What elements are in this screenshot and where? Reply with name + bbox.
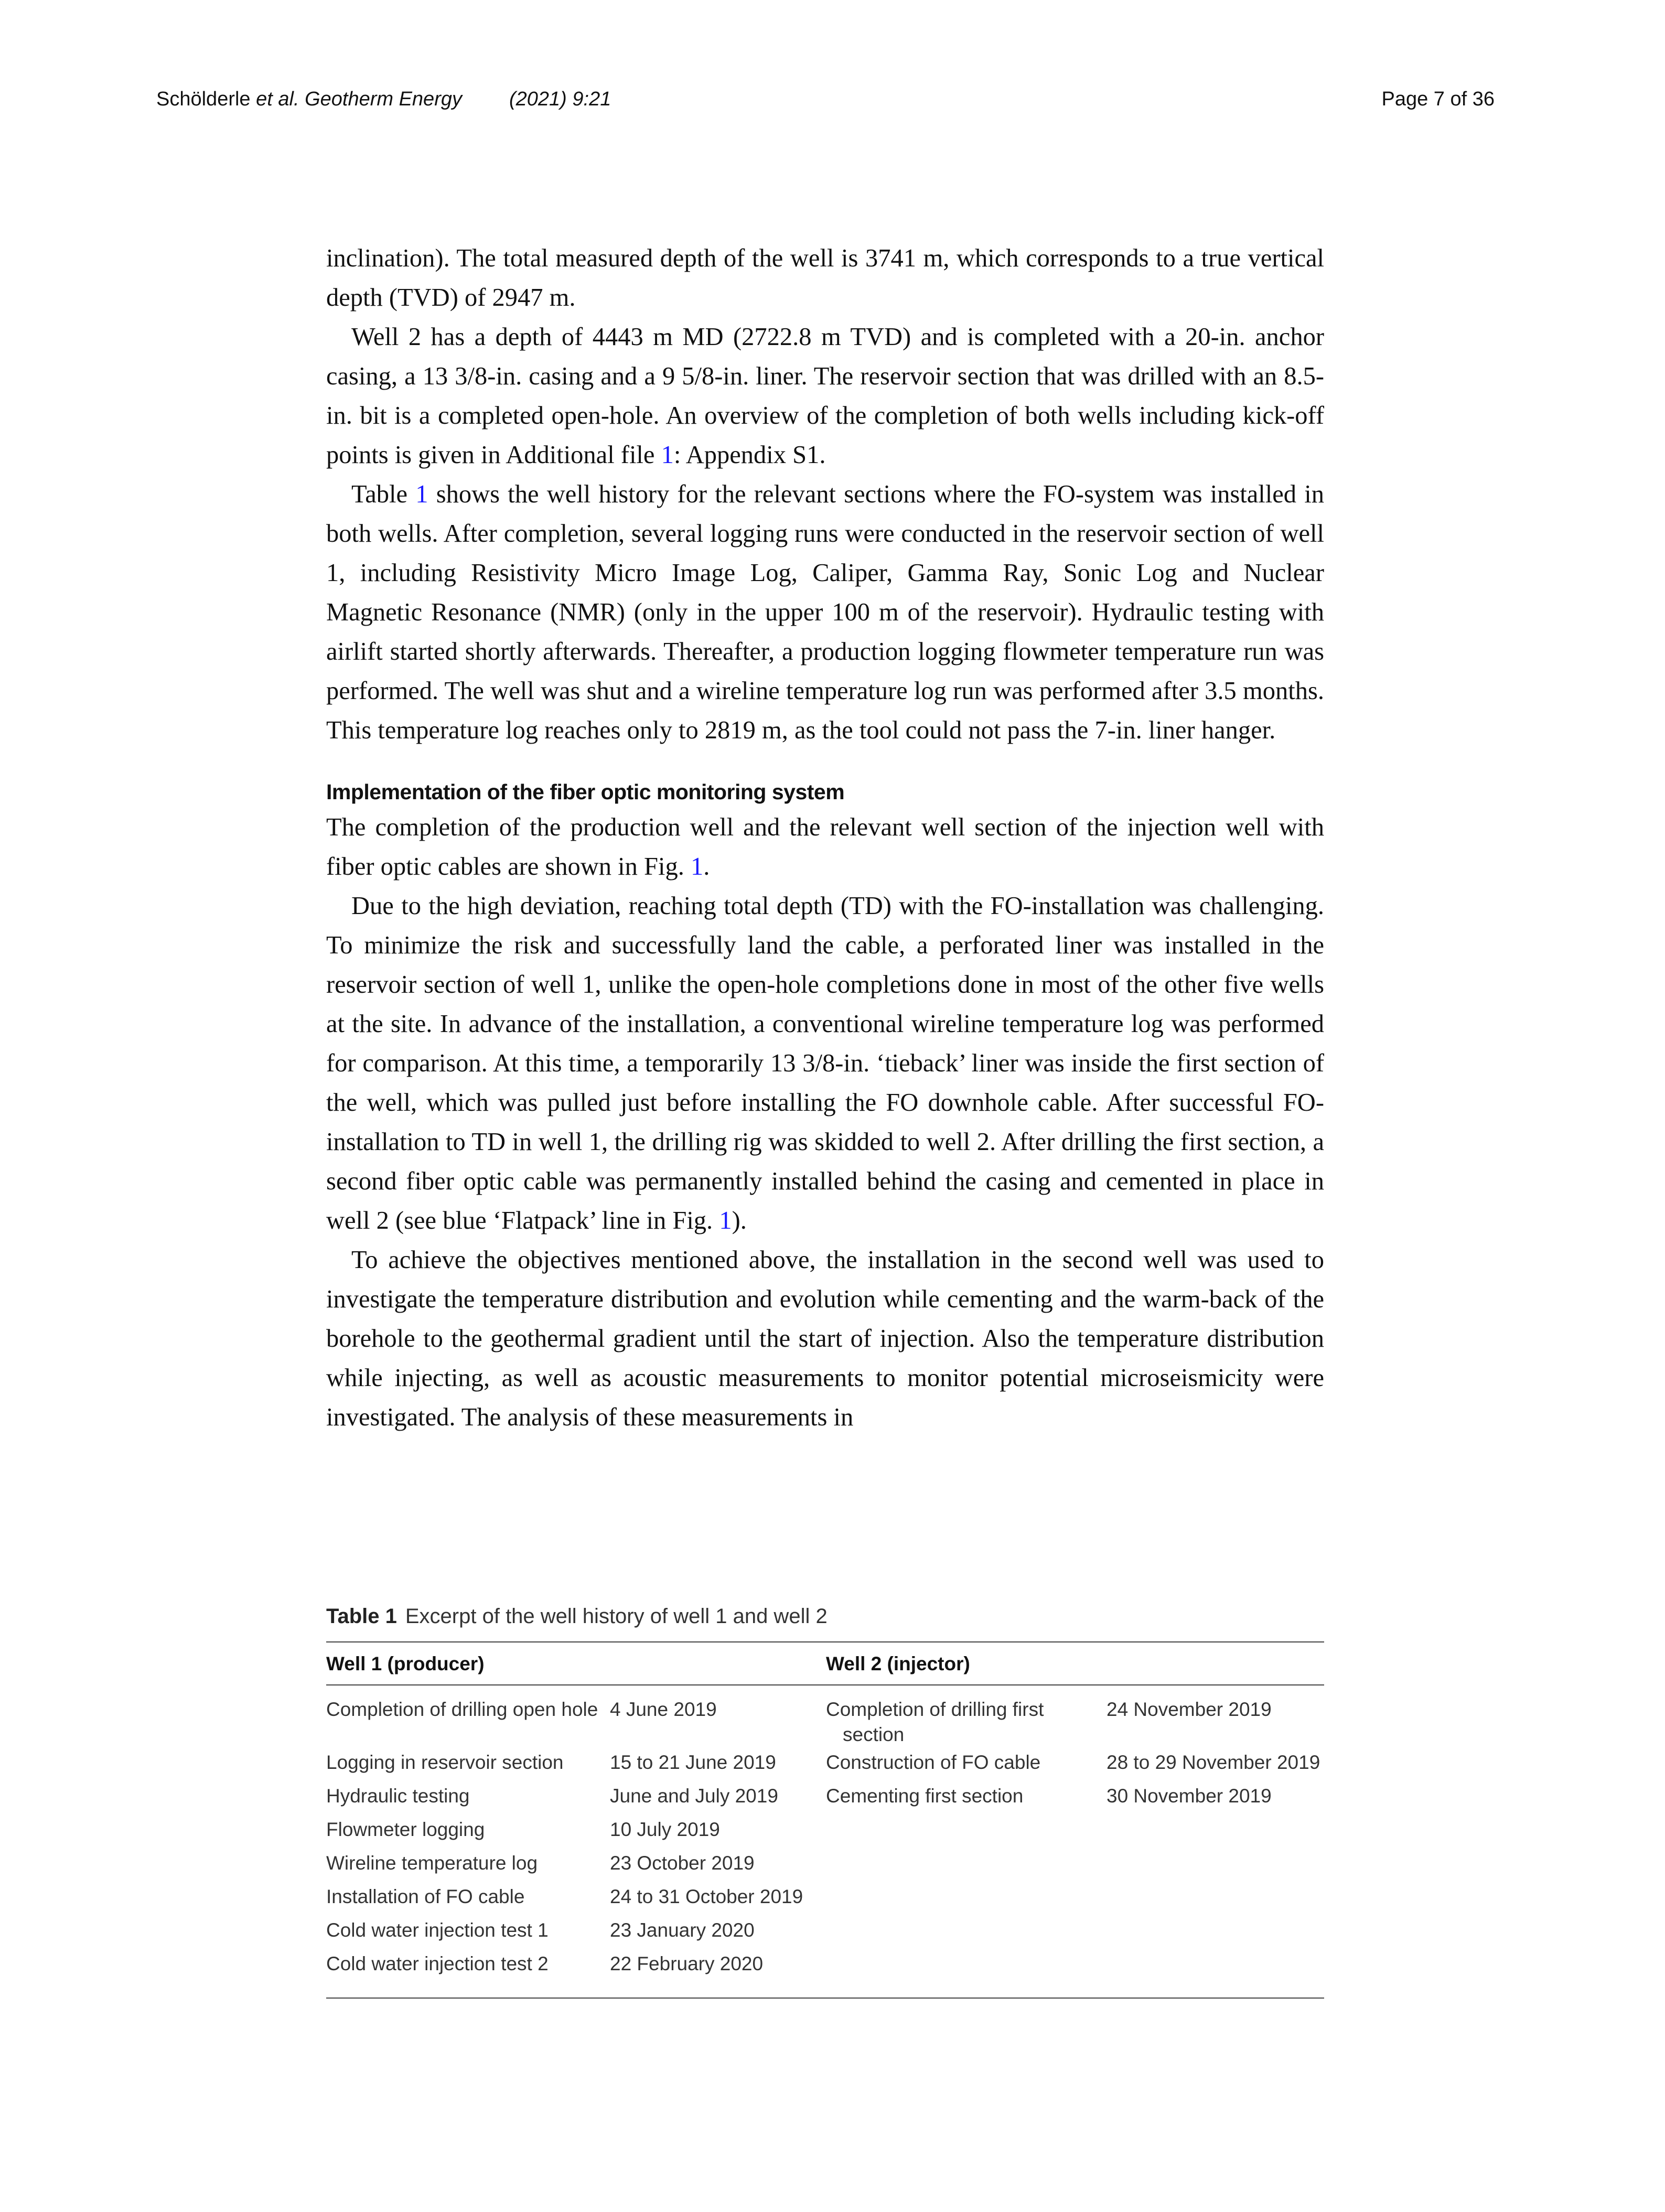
- table-row: [326, 1951, 1324, 1985]
- well-history-table: [326, 1599, 1324, 1999]
- paragraph-text: shows the well history for the relevant sections where the FO-system was installed in both wells. After completion, several logging runs were conducted in the reservoir section of well 1, including Resistivity Micro Image Log, Caliper, Gamma Ray, Sonic Log and Nuclear Magnetic Resonance (NMR) (only in the upper 100 m of the reservoir). Hydraulic testing with airlift started shortly afterwards. Thereafter, a production logging flowmeter temperature run was performed. The well was shut and a wireline temperature log run was performed after 3.5 months. This temperature log reaches only to 2819 m, as the tool could not pass the 7-in. liner hanger.: [326, 480, 1324, 744]
- date-well-1: 23 October 2019: [610, 1852, 755, 1874]
- date-well-2: 28 to 29 November 2019: [1107, 1752, 1320, 1773]
- table-bottom-rule: [326, 1998, 1324, 1999]
- date-well-2: 24 November 2019: [1107, 1699, 1272, 1720]
- paragraph: [326, 886, 1324, 1240]
- table-header-row: [326, 1642, 1324, 1684]
- authors: Schölderle: [156, 88, 256, 110]
- paragraph-text: Well 2 has a depth of 4443 m MD (2722.8 m TVD) and is completed with a 20-in. anchor casing, a 13 3/8-in. casing and a 9 5/8-in. liner. The reservoir section that was drilled with an 8.5-in. bit is a completed open-hole. An overview of the completion of both wells including kick-off points is given in Additional file: [326, 323, 1324, 469]
- table-caption-text: Excerpt of the well history of well 1 and well 2: [405, 1605, 828, 1628]
- date-well-1: 10 July 2019: [610, 1819, 720, 1840]
- figure-reference-link[interactable]: 1: [691, 853, 704, 880]
- date-well-1: 23 January 2020: [610, 1919, 755, 1941]
- paragraph: [326, 475, 1324, 750]
- table-number: Table 1: [326, 1605, 397, 1628]
- event-well-2: Cementing first section: [826, 1785, 1024, 1807]
- event-well-2: Construction of FO cable: [826, 1752, 1041, 1773]
- event-well-1: Installation of FO cable: [326, 1886, 525, 1907]
- running-head: [156, 88, 1495, 120]
- date-well-1: 22 February 2020: [610, 1953, 764, 1974]
- table-row: [326, 1918, 1324, 1951]
- citation: [156, 88, 611, 111]
- date-well-2: 30 November 2019: [1107, 1785, 1272, 1807]
- event-well-2: Completion of drilling first section: [826, 1699, 1044, 1745]
- date-well-1: 15 to 21 June 2019: [610, 1752, 776, 1773]
- page-number: Page 7 of 36: [1381, 88, 1495, 110]
- paragraph-text: Table: [351, 480, 416, 508]
- column-header-well-2: Well 2 (injector): [826, 1653, 970, 1674]
- table-row: [326, 1884, 1324, 1918]
- column-header-well-1: Well 1 (producer): [326, 1653, 485, 1674]
- paragraph-text: The completion of the production well and the relevant well section of the injection well with fiber optic cables are shown in Fig.: [326, 813, 1324, 880]
- date-well-1: 4 June 2019: [610, 1699, 717, 1720]
- paragraph: [326, 808, 1324, 886]
- paragraph-text: ).: [732, 1207, 747, 1234]
- table-row: [326, 1697, 1324, 1750]
- event-well-1: Wireline temperature log: [326, 1852, 538, 1874]
- paragraph: [326, 1240, 1324, 1437]
- paragraph-text: Due to the high deviation, reaching total depth (TD) with the FO-installation was challenging. To minimize the risk and successfully land the cable, a perforated liner was installed in the reservoir section of well 1, unlike the open-hole completions done in most of the other five wells at the site. In advance of the installation, a conventional wireline temperature log was performed for comparison. At this time, a temporarily 13 3/8-in. ‘tieback’ liner was inside the first section of the well, which was pulled just before installing the FO downhole cable. After successful FO-installation to TD in well 1, the drilling rig was skidded to well 2. After drilling the first section, a second fiber optic cable was permanently installed behind the casing and cemented in place in well 2 (see blue ‘Flatpack’ line in Fig.: [326, 892, 1324, 1234]
- event-well-1: Hydraulic testing: [326, 1785, 470, 1807]
- date-well-1: 24 to 31 October 2019: [610, 1886, 803, 1907]
- body-text: [326, 239, 1324, 1437]
- event-well-1: Cold water injection test 1: [326, 1919, 549, 1941]
- table-caption: [326, 1599, 1324, 1633]
- table-row: [326, 1750, 1324, 1784]
- volume-info: (2021) 9:21: [509, 88, 611, 110]
- paragraph: [326, 317, 1324, 475]
- event-well-1: Completion of drilling open hole: [326, 1699, 598, 1720]
- table-body: [326, 1685, 1324, 1994]
- journal-name: et al. Geotherm Energy: [256, 88, 462, 110]
- paragraph-text: inclination). The total measured depth of the well is 3741 m, which corresponds to a true vertical depth (TVD) of 2947 m.: [326, 244, 1324, 312]
- table-row: [326, 1784, 1324, 1817]
- section-heading: Implementation of the fiber optic monitoring system: [326, 780, 845, 804]
- paragraph: [326, 239, 1324, 317]
- date-well-1: June and July 2019: [610, 1785, 778, 1807]
- table-row: [326, 1817, 1324, 1851]
- event-well-1: Flowmeter logging: [326, 1819, 485, 1840]
- paragraph-text: : Appendix S1.: [673, 441, 826, 469]
- table-row: [326, 1851, 1324, 1884]
- paragraph-text: .: [703, 853, 710, 880]
- table-reference-link[interactable]: 1: [415, 480, 428, 508]
- paragraph-text: To achieve the objectives mentioned above, the installation in the second well was used to investigate the temperature distribution and evolution while cementing and the warm-back of the borehole to the geothermal gradient until the start of injection. Also the temperature distribution while injecting, as well as acoustic measurements to monitor potential microseismicity were investigated. The analysis of these measurements in: [326, 1246, 1324, 1431]
- event-well-1: Logging in reservoir section: [326, 1752, 564, 1773]
- additional-file-link[interactable]: 1: [661, 441, 674, 469]
- event-well-1: Cold water injection test 2: [326, 1953, 549, 1974]
- figure-reference-link[interactable]: 1: [719, 1207, 732, 1234]
